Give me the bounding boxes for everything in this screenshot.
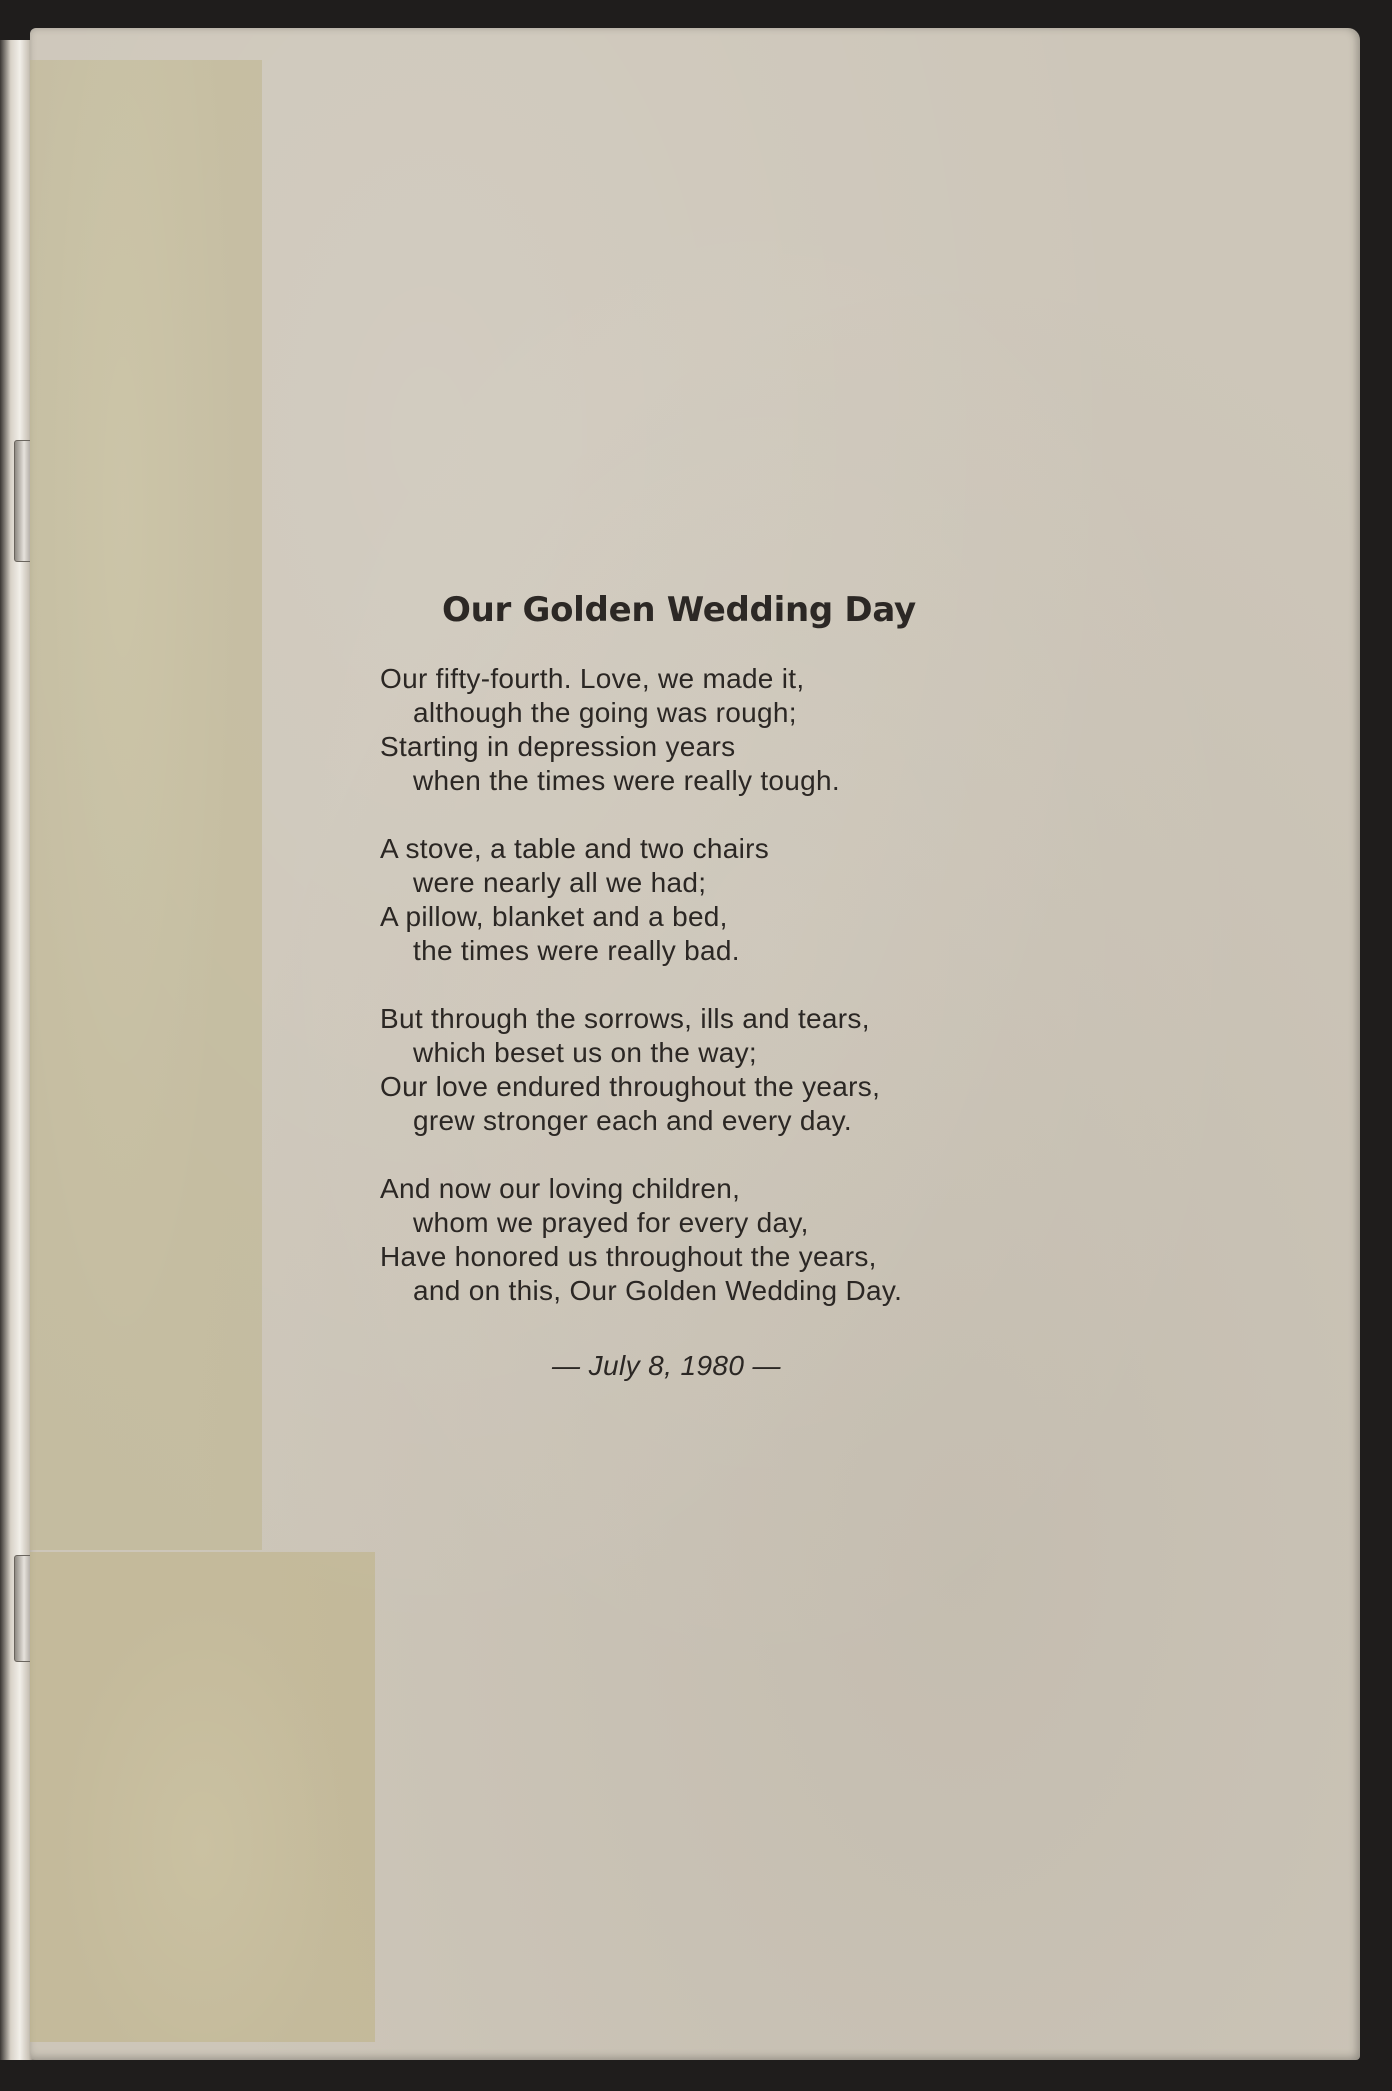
poem-line: But through the sorrows, ills and tears, <box>380 1003 870 1034</box>
poem-line: and on this, Our Golden Wedding Day. <box>413 1275 903 1306</box>
poem-line: were nearly all we had; <box>413 867 707 898</box>
tape-strip-upper <box>30 60 262 1550</box>
poem-line: which beset us on the way; <box>413 1037 757 1068</box>
stanza <box>380 662 1080 798</box>
poem-line: Have honored us throughout the years, <box>380 1241 877 1272</box>
poem-line: Our fifty-fourth. Love, we made it, <box>380 663 805 694</box>
poem-date: — July 8, 1980 — <box>552 1350 781 1381</box>
poem-line: although the going was rough; <box>413 697 797 728</box>
stanza <box>380 1002 1080 1138</box>
poem-line: A pillow, blanket and a bed, <box>380 901 728 932</box>
poem-title: Our Golden Wedding Day <box>442 590 916 630</box>
poem-line: whom we prayed for every day, <box>413 1207 809 1238</box>
stanza <box>380 1172 1080 1308</box>
poem-line: A stove, a table and two chairs <box>380 833 770 864</box>
poem-line: Our love endured throughout the years, <box>380 1071 881 1102</box>
poem-line: when the times were really tough. <box>413 765 841 796</box>
poem-stanzas <box>380 662 1080 1342</box>
poem-line: the times were really bad. <box>413 935 740 966</box>
tape-strip-lower <box>30 1552 375 2042</box>
poem-line: grew stronger each and every day. <box>413 1105 852 1136</box>
poem-line: And now our loving children, <box>380 1173 741 1204</box>
stanza <box>380 832 1080 968</box>
poem-line: Starting in depression years <box>380 731 736 762</box>
